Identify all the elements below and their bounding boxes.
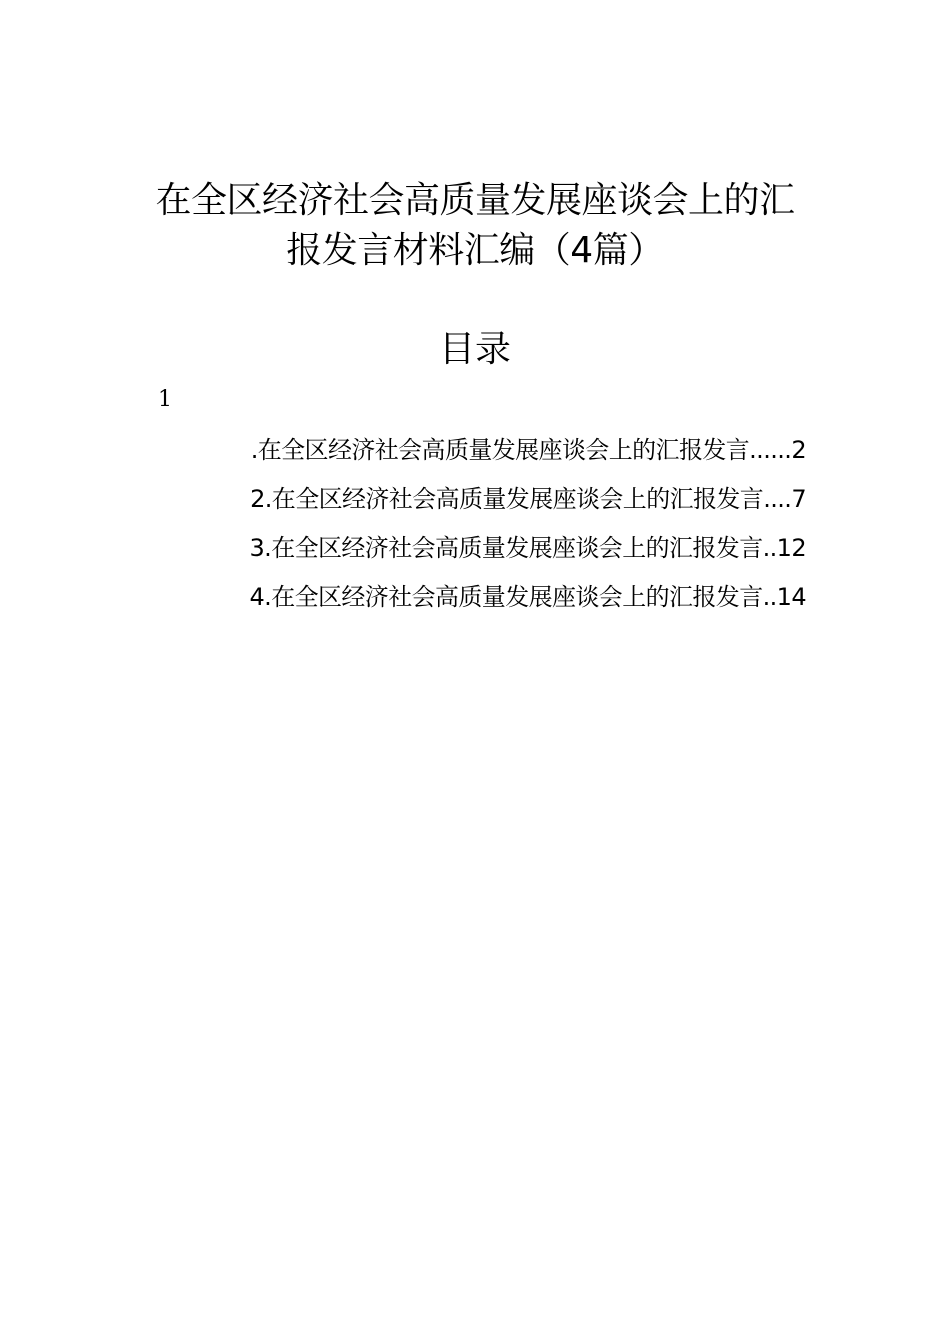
title-line-2: 报发言材料汇编（4篇）	[286, 230, 664, 271]
toc-entry-3[interactable]: 3.在全区经济社会高质量发展座谈会上的汇报发言..12	[249, 534, 806, 562]
toc-heading: 目录	[438, 329, 511, 370]
toc-stray-number: 1	[158, 387, 172, 412]
toc-entry-1[interactable]: .在全区经济社会高质量发展座谈会上的汇报发言......2	[250, 436, 806, 464]
title-line-1: 在全区经济社会高质量发展座谈会上的汇	[155, 180, 795, 221]
table-of-contents	[194, 428, 806, 624]
document-title	[150, 176, 800, 276]
toc-entry-2[interactable]: 2.在全区经济社会高质量发展座谈会上的汇报发言....7	[250, 485, 806, 513]
toc-entry-4[interactable]: 4.在全区经济社会高质量发展座谈会上的汇报发言..14	[249, 583, 806, 611]
